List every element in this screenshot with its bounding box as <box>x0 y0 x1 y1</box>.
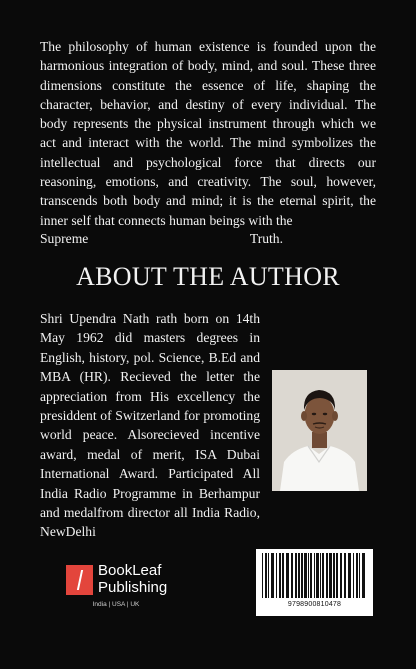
barcode-bar <box>329 553 332 598</box>
barcode-bar <box>310 553 312 598</box>
barcode-bar <box>279 553 281 598</box>
barcode-bar <box>320 553 321 598</box>
barcode-bar <box>322 553 324 598</box>
barcode-bar <box>353 553 354 598</box>
isbn-number: 9798900810478 <box>287 601 342 608</box>
barcode-bar <box>268 553 269 598</box>
author-photo <box>272 370 367 491</box>
barcode-bar <box>362 553 365 598</box>
author-bio: Shri Upendra Nath rath born on 14th May 1962 did masters degrees in English, history, pol. Science, B.Ed and MBA (HR). Recieved the letter the appreciation from His excellency the presiddent of Switzerland for promoting world peace. Alsorecieved incentive award, medal of merit, ISA Dubai International Award. Participated All India Radio Programme in Berhampur and medalfrom director all India Radio, NewDelhi <box>40 311 260 540</box>
barcode-bar <box>316 553 319 598</box>
barcode-bar <box>298 553 300 598</box>
book-blurb-last-line <box>40 229 376 248</box>
isbn-barcode <box>256 549 373 616</box>
about-author-heading: ABOUT THE AUTHOR <box>76 262 340 291</box>
barcode-bar <box>336 553 338 598</box>
barcode-bar <box>291 553 293 598</box>
barcode-bar <box>276 553 277 598</box>
barcode-bar <box>262 553 263 598</box>
publisher-name-line2: Publishing <box>98 579 168 596</box>
barcode-bar <box>304 553 307 598</box>
barcode-bar <box>271 553 274 598</box>
barcode-bar <box>295 553 297 598</box>
barcode-bar <box>340 553 342 598</box>
publisher-name <box>98 562 167 596</box>
barcode-bar <box>265 553 267 598</box>
book-blurb: The philosophy of human existence is founded upon the harmonious integration of body, mind, and soul. These three dimensions constitute the essence of life, shaping the character, behavior, and destiny of every individual. The body represents the physical instrument through which we act and interact with the world. The mind symbolizes the intellectual and psychological force that directs our reasoning, emotions, and creativity. The soul, however, transcends both body and mind; it is the eternal spirit, the inner self that connects human beings with the <box>40 39 376 228</box>
publisher-name-line1: BookLeaf <box>98 562 162 579</box>
blurb-word-supreme: Supreme <box>40 231 89 246</box>
barcode-bars-icon <box>262 553 367 598</box>
publisher-mark-icon <box>66 565 93 595</box>
barcode-bar <box>301 553 303 598</box>
barcode-bar <box>348 553 351 598</box>
barcode-bar <box>314 553 315 598</box>
author-portrait-image <box>272 370 367 491</box>
barcode-bar <box>344 553 346 598</box>
barcode-bar <box>333 553 335 598</box>
barcode-bar <box>286 553 289 598</box>
blurb-word-truth: Truth. <box>249 231 283 246</box>
publisher-logo <box>66 562 168 613</box>
barcode-bar <box>308 553 309 598</box>
barcode-bar <box>359 553 360 598</box>
barcode-bar <box>356 553 358 598</box>
barcode-bar <box>326 553 328 598</box>
publisher-regions: India | USA | UK <box>92 601 140 608</box>
barcode-bar <box>282 553 284 598</box>
